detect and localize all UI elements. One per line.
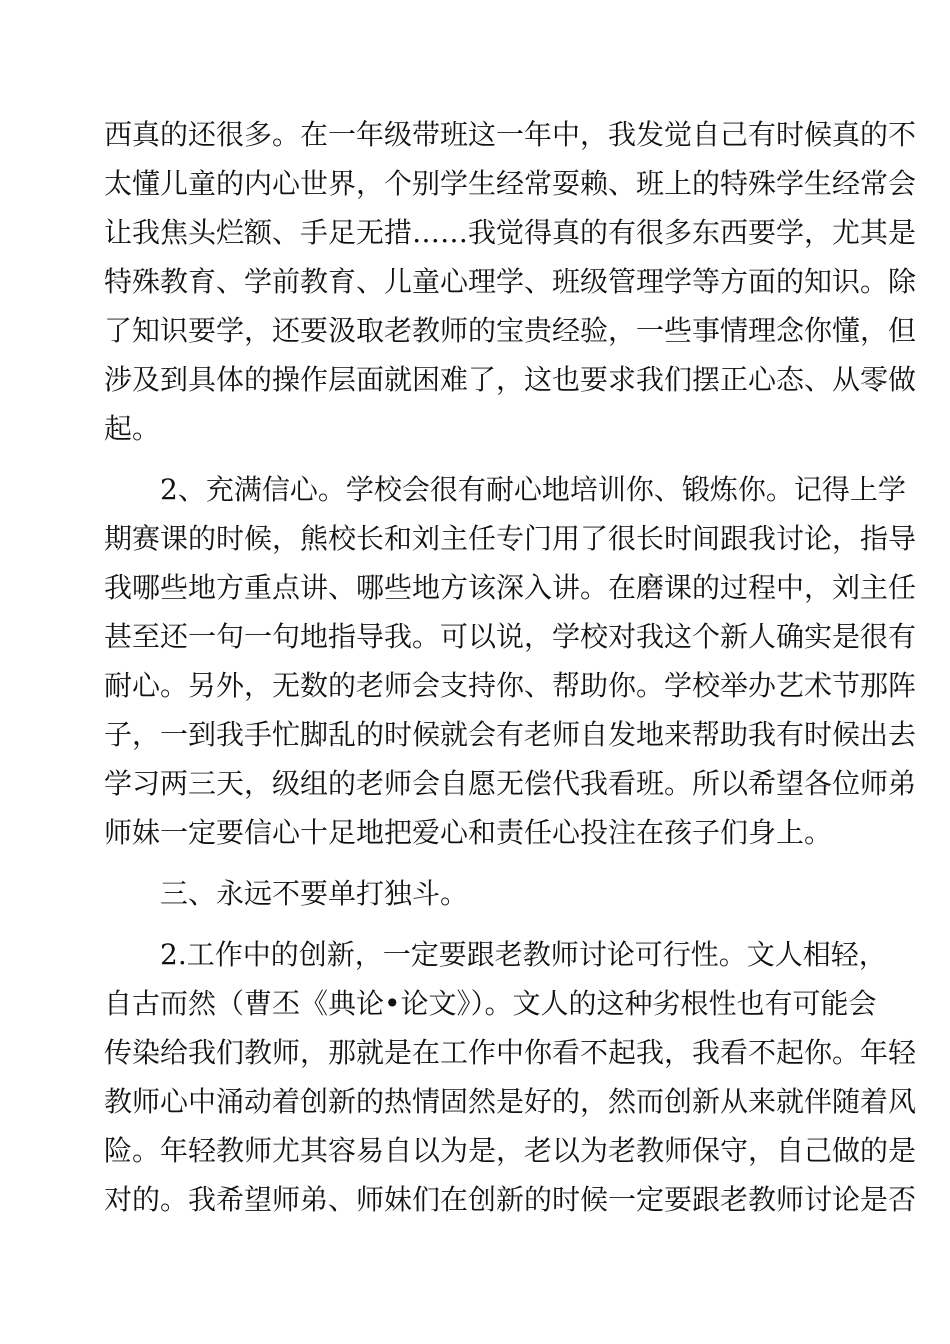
text-line: 2、充满信心。学校会很有耐心地培训你、锻炼你。记得上学 [104, 473, 906, 506]
text-line: 自古而然（曹丕《典论•论文》）。文人的这种劣根性也有可能会 [104, 987, 877, 1020]
text-line: 2.工作中的创新，一定要跟老教师讨论可行性。文人相轻， [104, 938, 887, 971]
text-line: 涉及到具体的操作层面就困难了，这也要求我们摆正心态、从零做 [104, 363, 917, 396]
text-line: 险。年轻教师尤其容易自以为是，老以为老教师保守，自己做的是 [104, 1134, 917, 1167]
text-line: 师妹一定要信心十足地把爱心和责任心投注在孩子们身上。 [104, 816, 833, 849]
text-line: 传染给我们教师，那就是在工作中你看不起我，我看不起你。年轻 [104, 1036, 917, 1069]
text-line: 起。 [104, 412, 161, 445]
text-line: 西真的还很多。在一年级带班这一年中，我发觉自己有时候真的不 [104, 118, 917, 151]
text-line: 太懂儿童的内心世界，个别学生经常耍赖、班上的特殊学生经常会 [104, 167, 917, 200]
text-line: 对的。我希望师弟、师妹们在创新的时候一定要跟老教师讨论是否 [104, 1183, 917, 1216]
text-line: 了知识要学，还要汲取老教师的宝贵经验，一些事情理念你懂，但 [104, 314, 917, 347]
text-line: 让我焦头烂额、手足无措……我觉得真的有很多东西要学，尤其是 [104, 216, 917, 249]
text-line: 学习两三天，级组的老师会自愿无偿代我看班。所以希望各位师弟 [104, 767, 917, 800]
text-line: 特殊教育、学前教育、儿童心理学、班级管理学等方面的知识。除 [104, 265, 917, 298]
text-line: 期赛课的时候，熊校长和刘主任专门用了很长时间跟我讨论，指导 [104, 522, 917, 555]
text-line: 我哪些地方重点讲、哪些地方该深入讲。在磨课的过程中，刘主任 [104, 571, 917, 604]
text-line: 甚至还一句一句地指导我。可以说，学校对我这个新人确实是很有 [104, 620, 917, 653]
text-line: 子，一到我手忙脚乱的时候就会有老师自发地来帮助我有时候出去 [104, 718, 917, 751]
text-line: 教师心中涌动着创新的热情固然是好的，然而创新从来就伴随着风 [104, 1085, 917, 1118]
text-line: 耐心。另外，无数的老师会支持你、帮助你。学校举办艺术节那阵 [104, 669, 917, 702]
text-line: 三、永远不要单打独斗。 [104, 877, 469, 910]
body-text [104, 110, 917, 1224]
